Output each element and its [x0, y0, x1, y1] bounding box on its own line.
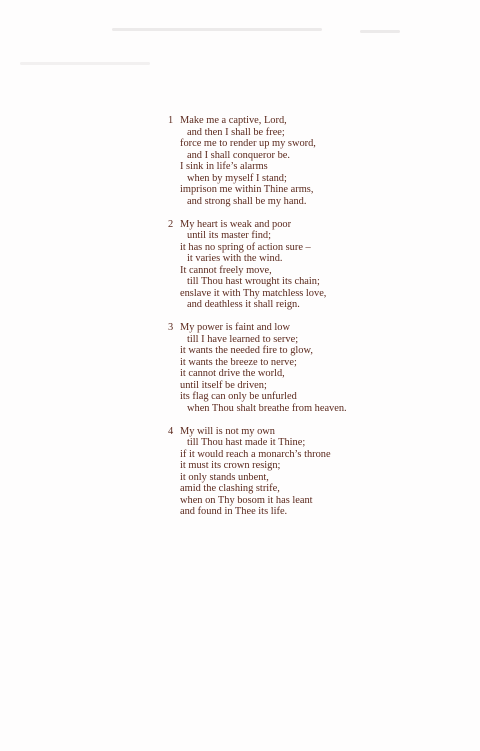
verse-line: when Thou shalt breathe from heaven. — [187, 402, 347, 414]
verse-line: it wants the breeze to nerve; — [180, 356, 297, 368]
verse-line: and found in Thee its life. — [180, 506, 288, 517]
verse — [168, 115, 468, 207]
verse-line: My will is not my own — [180, 425, 275, 437]
verse-line: until its master find; — [187, 230, 271, 241]
verse-line: it wants the needed fire to glow, — [180, 345, 313, 356]
bleed-through-mark — [20, 62, 150, 65]
verse-line: and strong shall be my hand. — [187, 195, 307, 207]
verse-line: and then I shall be free; — [187, 126, 285, 138]
verse — [168, 322, 468, 414]
verse-line: My power is faint and low — [180, 322, 290, 333]
verse-line: it must its crown resign; — [180, 460, 281, 471]
verse-lines — [180, 426, 468, 518]
verse-line: I sink in life’s alarms — [180, 161, 268, 172]
bleed-through-mark — [112, 28, 322, 31]
verse-line: if it would reach a monarch’s throne — [180, 448, 331, 460]
verse-number: 1 — [168, 115, 174, 126]
verse-line: My heart is weak and poor — [180, 218, 292, 230]
verse-line: enslave it with Thy matchless love, — [180, 287, 327, 299]
hymn-text — [168, 115, 468, 529]
verse-line: till Thou hast made it Thine; — [187, 437, 306, 448]
verse-line: it has no spring of action sure – — [180, 241, 311, 253]
verse-lines — [180, 115, 468, 207]
verse-line: Make me a captive, Lord, — [180, 115, 287, 126]
verse-line: until itself be driven; — [180, 379, 267, 391]
verse-line: it cannot drive the world, — [180, 368, 285, 379]
verse-number: 2 — [168, 218, 174, 230]
verse-line: when on Thy bosom it has leant — [180, 494, 313, 506]
verse-line: amid the clashing strife, — [180, 483, 280, 494]
verse-line: its flag can only be unfurled — [180, 391, 297, 402]
verse-line: and deathless it shall reign. — [187, 299, 300, 310]
verse-lines — [180, 322, 468, 414]
verse-line: till I have learned to serve; — [187, 333, 299, 345]
verse-line: It cannot freely move, — [180, 264, 272, 276]
verse — [168, 426, 468, 518]
verse-line: when by myself I stand; — [187, 172, 287, 184]
verse-line: it only stands unbent, — [180, 471, 269, 483]
verse-number: 4 — [168, 425, 174, 437]
verse-line: and I shall conqueror be. — [187, 149, 291, 161]
verse-lines — [180, 219, 468, 311]
verse-line: imprison me within Thine arms, — [180, 184, 314, 195]
verse-number: 3 — [168, 322, 174, 333]
verse-line: till Thou hast wrought its chain; — [187, 276, 320, 287]
verse-line: force me to render up my sword, — [180, 138, 316, 149]
bleed-through-mark — [360, 30, 400, 33]
verse — [168, 219, 468, 311]
verse-line: it varies with the wind. — [187, 253, 283, 264]
